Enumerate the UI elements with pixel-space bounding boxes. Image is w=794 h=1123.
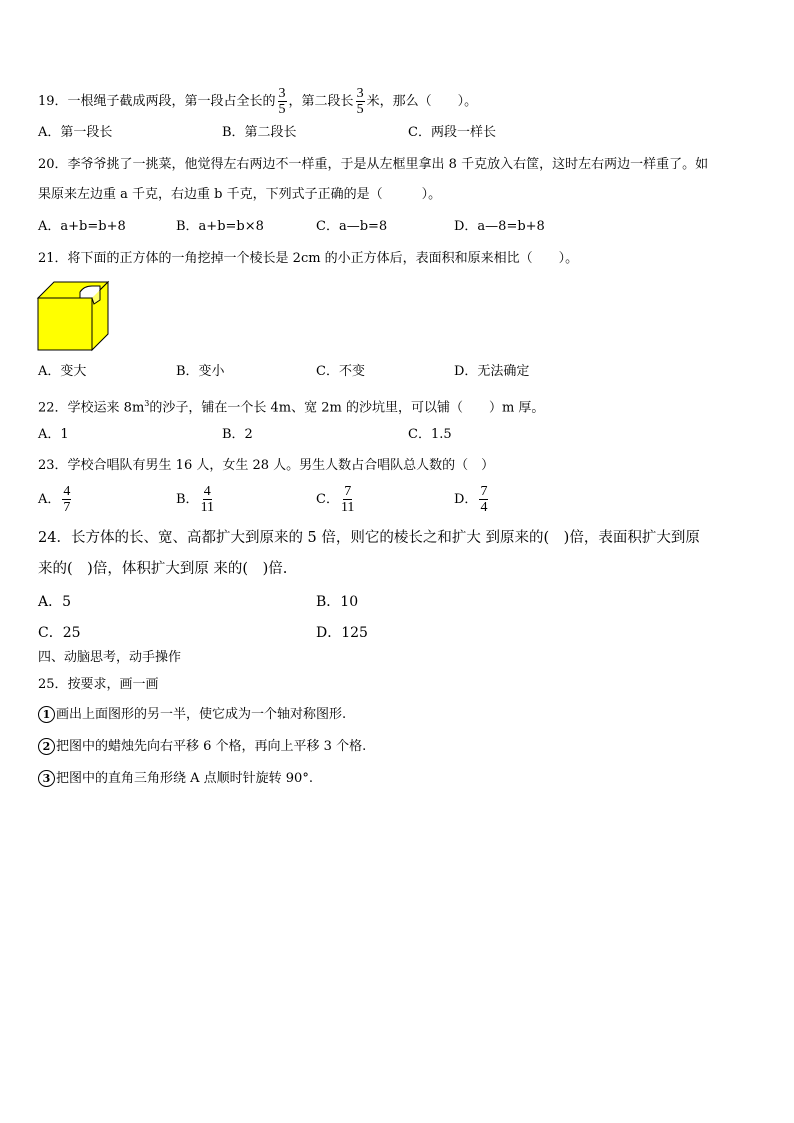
q23-option-a[interactable] — [38, 484, 73, 515]
q25-item-1 — [38, 706, 346, 724]
q23-option-b-label: B． — [176, 492, 199, 507]
q25-item-2 — [38, 738, 366, 756]
q22-option-c[interactable]: C．1.5 — [408, 427, 452, 442]
q23-stem: 23．学校合唱队有男生 16 人，女生 28 人。男生人数占合唱队总人数的（ ） — [38, 458, 495, 473]
q24-option-a[interactable]: A．5 — [38, 594, 72, 610]
q22-text-b: 的沙子，铺在一个长 4m、宽 2m 的沙坑里，可以铺（ ）m 厚。 — [149, 400, 545, 416]
q23-option-b[interactable] — [176, 484, 216, 515]
section-heading: 四、动脑思考，动手操作 — [38, 650, 182, 665]
q24-stem-line1: 24．长方体的长、宽、高都扩大到原来的 5 倍，则它的棱长之和扩大 到原来的( )倍，表面积扩大到原 — [38, 530, 700, 546]
q20-option-c[interactable]: C．a—b=8 — [316, 219, 388, 234]
q22-text-a: 22．学校运来 8m — [38, 400, 145, 416]
q24-option-b[interactable]: B．10 — [316, 594, 359, 610]
q20-option-b[interactable]: B．a+b=b×8 — [176, 219, 264, 234]
q24-option-d[interactable]: D．125 — [316, 625, 368, 641]
circled-number-3: 3 — [38, 770, 55, 787]
q21-option-d[interactable]: D．无法确定 — [454, 364, 530, 379]
q25-title: 25．按要求，画一画 — [38, 677, 159, 692]
q23-option-b-fraction: $\frac{4}{11}$ — [200, 484, 215, 515]
q23-option-d[interactable] — [454, 484, 490, 515]
q25-item-3 — [38, 770, 313, 788]
circled-number-2: 2 — [38, 738, 55, 755]
q19-text-a: 19．一根绳子截成两段，第一段占全长的 — [38, 94, 276, 109]
q20-stem-line2: 果原来左边重 a 千克，右边重 b 千克，下列式子正确的是（ ）。 — [38, 187, 442, 202]
q22-stem — [38, 395, 544, 417]
q25-item-2-text: 把图中的蜡烛先向右平移 6 个格，再向上平移 3 个格. — [56, 739, 367, 754]
q22-option-a[interactable]: A．1 — [38, 427, 69, 442]
q23-option-c-label: C． — [316, 492, 339, 507]
q19-option-c[interactable]: C．两段一样长 — [408, 125, 496, 140]
q23-option-d-label: D． — [454, 492, 478, 507]
q21-option-a[interactable]: A．变大 — [38, 364, 87, 379]
q19-text-b: ，第二段长 — [288, 94, 354, 109]
q21-stem: 21．将下面的正方体的一角挖掉一个棱长是 2cm 的小正方体后，表面积和原来相比（ ）。 — [38, 251, 579, 266]
q19-fraction-2: $\frac{3}{5}$ — [356, 86, 364, 117]
q21-option-c[interactable]: C．不变 — [316, 364, 365, 379]
q21-option-b[interactable]: B．变小 — [176, 364, 225, 379]
circled-number-1: 1 — [38, 706, 55, 723]
q19-fraction-1: $\frac{3}{5}$ — [278, 86, 286, 117]
q20-option-a[interactable]: A．a+b=b+8 — [38, 219, 126, 234]
q20-option-d[interactable]: D．a—8=b+8 — [454, 219, 545, 234]
q19-option-b[interactable]: B．第二段长 — [222, 125, 297, 140]
q23-option-c-fraction: $\frac{7}{11}$ — [340, 484, 355, 515]
q25-item-1-text: 画出上面图形的另一半，使它成为一个轴对称图形. — [56, 707, 347, 722]
q19-option-a[interactable]: A．第一段长 — [38, 125, 113, 140]
q23-option-c[interactable] — [316, 484, 356, 515]
q24-stem-line2: 来的( )倍，体积扩大到原 来的( )倍. — [38, 561, 288, 577]
q19-text-c: 米，那么（ ）。 — [366, 94, 478, 109]
q23-option-d-fraction: $\frac{7}{4}$ — [480, 484, 488, 515]
q20-stem-line1: 20．李爷爷挑了一挑菜，他觉得左右两边不一样重，于是从左框里拿出 8 千克放入右筐，这时左右两边一样重了。如 — [38, 157, 709, 172]
q22-option-b[interactable]: B．2 — [222, 427, 253, 442]
cube-figure — [36, 280, 112, 352]
q19-stem — [38, 86, 477, 117]
q22-exponent: 3 — [144, 399, 150, 408]
q23-option-a-fraction: $\frac{4}{7}$ — [63, 484, 71, 515]
q25-item-3-text: 把图中的直角三角形绕 A 点顺时针旋转 90°. — [56, 771, 313, 786]
q24-option-c[interactable]: C．25 — [38, 625, 81, 641]
cube-front-face — [38, 298, 92, 350]
q23-option-a-label: A． — [38, 492, 61, 507]
